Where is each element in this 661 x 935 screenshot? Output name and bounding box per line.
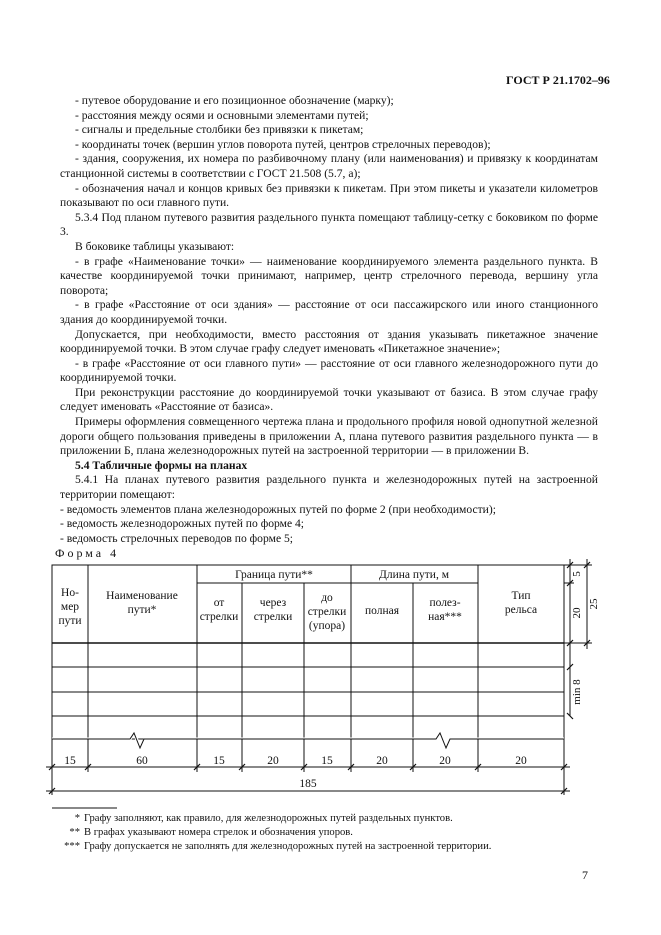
col-useful-length-header: ная*** (428, 611, 462, 623)
col-rail-type-header: Тип (511, 590, 531, 602)
paragraph: - обозначения начал и концов кривых без привязки к пикетам. При этом пикеты и указатели километров показывают по оси главного пути. (60, 181, 598, 210)
footnote: ** В графах указывают номера стрелок и обозначения упоров. (69, 827, 353, 838)
paragraph: При реконструкции расстояние до координируемой точки указывают от базиса. В этом случае графу следует именовать «Расстояние от базиса». (60, 385, 598, 414)
paragraph: - в графе «Расстояние от оси главного пути» — расстояние от оси главного железнодорожного пути до координируемой точки. (60, 356, 598, 385)
paragraph: - в графе «Расстояние от оси здания» — расстояние от оси пассажирского или иного станционного здания до координируемой точки. (60, 298, 598, 326)
document-code: ГОСТ Р 21.1702–96 (506, 73, 610, 87)
col-name-header: пути* (127, 604, 157, 616)
col-full-length-header: полная (364, 605, 400, 617)
col-to-switch-header: стрелки (307, 606, 347, 618)
col-number-header: Но- (61, 587, 79, 599)
col-to-switch-header: (упора) (308, 620, 346, 632)
dim-height: 25 (588, 598, 600, 610)
paragraph: В боковике таблицы указывают: (75, 239, 235, 253)
col-name-header: Наименование (106, 590, 178, 602)
form-label: Форма 4 (55, 546, 120, 560)
col-to-switch-header: до (321, 592, 333, 604)
col-from-switch-header: от (213, 597, 225, 609)
col-useful-length-header: полез- (429, 597, 461, 609)
col-through-switch-header: стрелки (253, 611, 293, 623)
dim-height: 5 (571, 571, 583, 577)
dim-width: 20 (439, 755, 451, 767)
paragraph: Примеры оформления совмещенного чертежа плана и продольного профиля новой однопутной железной дороги общего пользования приведены в приложении А, плана путевого развития раздельного пункта — в приложении Б, плана железнодорожных путей на застроенной территории — в приложении В. (60, 415, 598, 458)
paragraph: - здания, сооружения, их номера по разбивочному плану (или наименования) и привязку к координатам станционной системы в соответствии с ГОСТ 21.508 (5.7, а); (60, 152, 598, 180)
col-through-switch-header: через (259, 597, 287, 609)
paragraph: 5.3.4 Под планом путевого развития раздельного пункта помещают таблицу-сетку с боковиком по форме 3. (60, 210, 598, 239)
paragraph: - ведомость элементов плана железнодорожных путей по форме 2 (при необходимости); (60, 502, 496, 516)
col-rail-type-header: рельса (504, 604, 538, 616)
footnote: * Графу заполняют, как правило, для железнодорожных путей раздельных пунктов. (74, 813, 453, 824)
group-length-header: Длина пути, м (379, 569, 449, 581)
dim-width: 20 (376, 755, 388, 767)
paragraph: 5.4.1 На планах путевого развития раздельного пункта и железнодорожных путей на застроенной территории помещают: (60, 473, 598, 502)
col-number-header: мер (60, 601, 80, 613)
paragraph: - путевое оборудование и его позиционное обозначение (марку); (75, 94, 394, 107)
page-number: 7 (582, 868, 588, 882)
dim-width: 15 (321, 755, 333, 767)
paragraph: - ведомость стрелочных переводов по форме 5; (60, 531, 294, 545)
col-from-switch-header: стрелки (199, 611, 239, 623)
paragraph: - ведомость железнодорожных путей по форме 4; (60, 517, 305, 531)
paragraph: - расстояния между осями и основными элементами путей; (75, 108, 369, 122)
dim-width: 60 (136, 755, 148, 767)
paragraph: Допускается, при необходимости, вместо расстояния от здания указывать пикетажное значение координируемой точки. В этом случае графу следует именовать «Пикетажное значение»; (60, 327, 598, 356)
dim-width: 15 (213, 755, 225, 767)
dim-width: 20 (515, 755, 527, 767)
paragraph: - координаты точек (вершин углов поворота путей, центров стрелочных переводов); (75, 137, 491, 151)
dim-height: 20 (571, 607, 583, 619)
dim-width: 20 (267, 755, 279, 767)
dim-height: min 8 (571, 679, 583, 705)
col-number-header: пути (58, 615, 82, 627)
dim-width: 15 (64, 755, 76, 767)
section-heading: 5.4 Табличные формы на планах (75, 458, 248, 472)
dim-total-width: 185 (299, 778, 317, 790)
group-boundary-header: Граница пути** (235, 569, 313, 581)
paragraph: - сигналы и предельные столбики без привязки к пикетам; (75, 123, 364, 137)
paragraph: - в графе «Наименование точки» — наименование координируемого элемента раздельного пункта. В качестве координируемой точки принимают, например, центр стрелочного перевода, вершину угла поворота; (60, 254, 598, 297)
footnote: *** Графу допускается не заполнять для железнодорожных путей на застроенной территории. (64, 841, 492, 852)
